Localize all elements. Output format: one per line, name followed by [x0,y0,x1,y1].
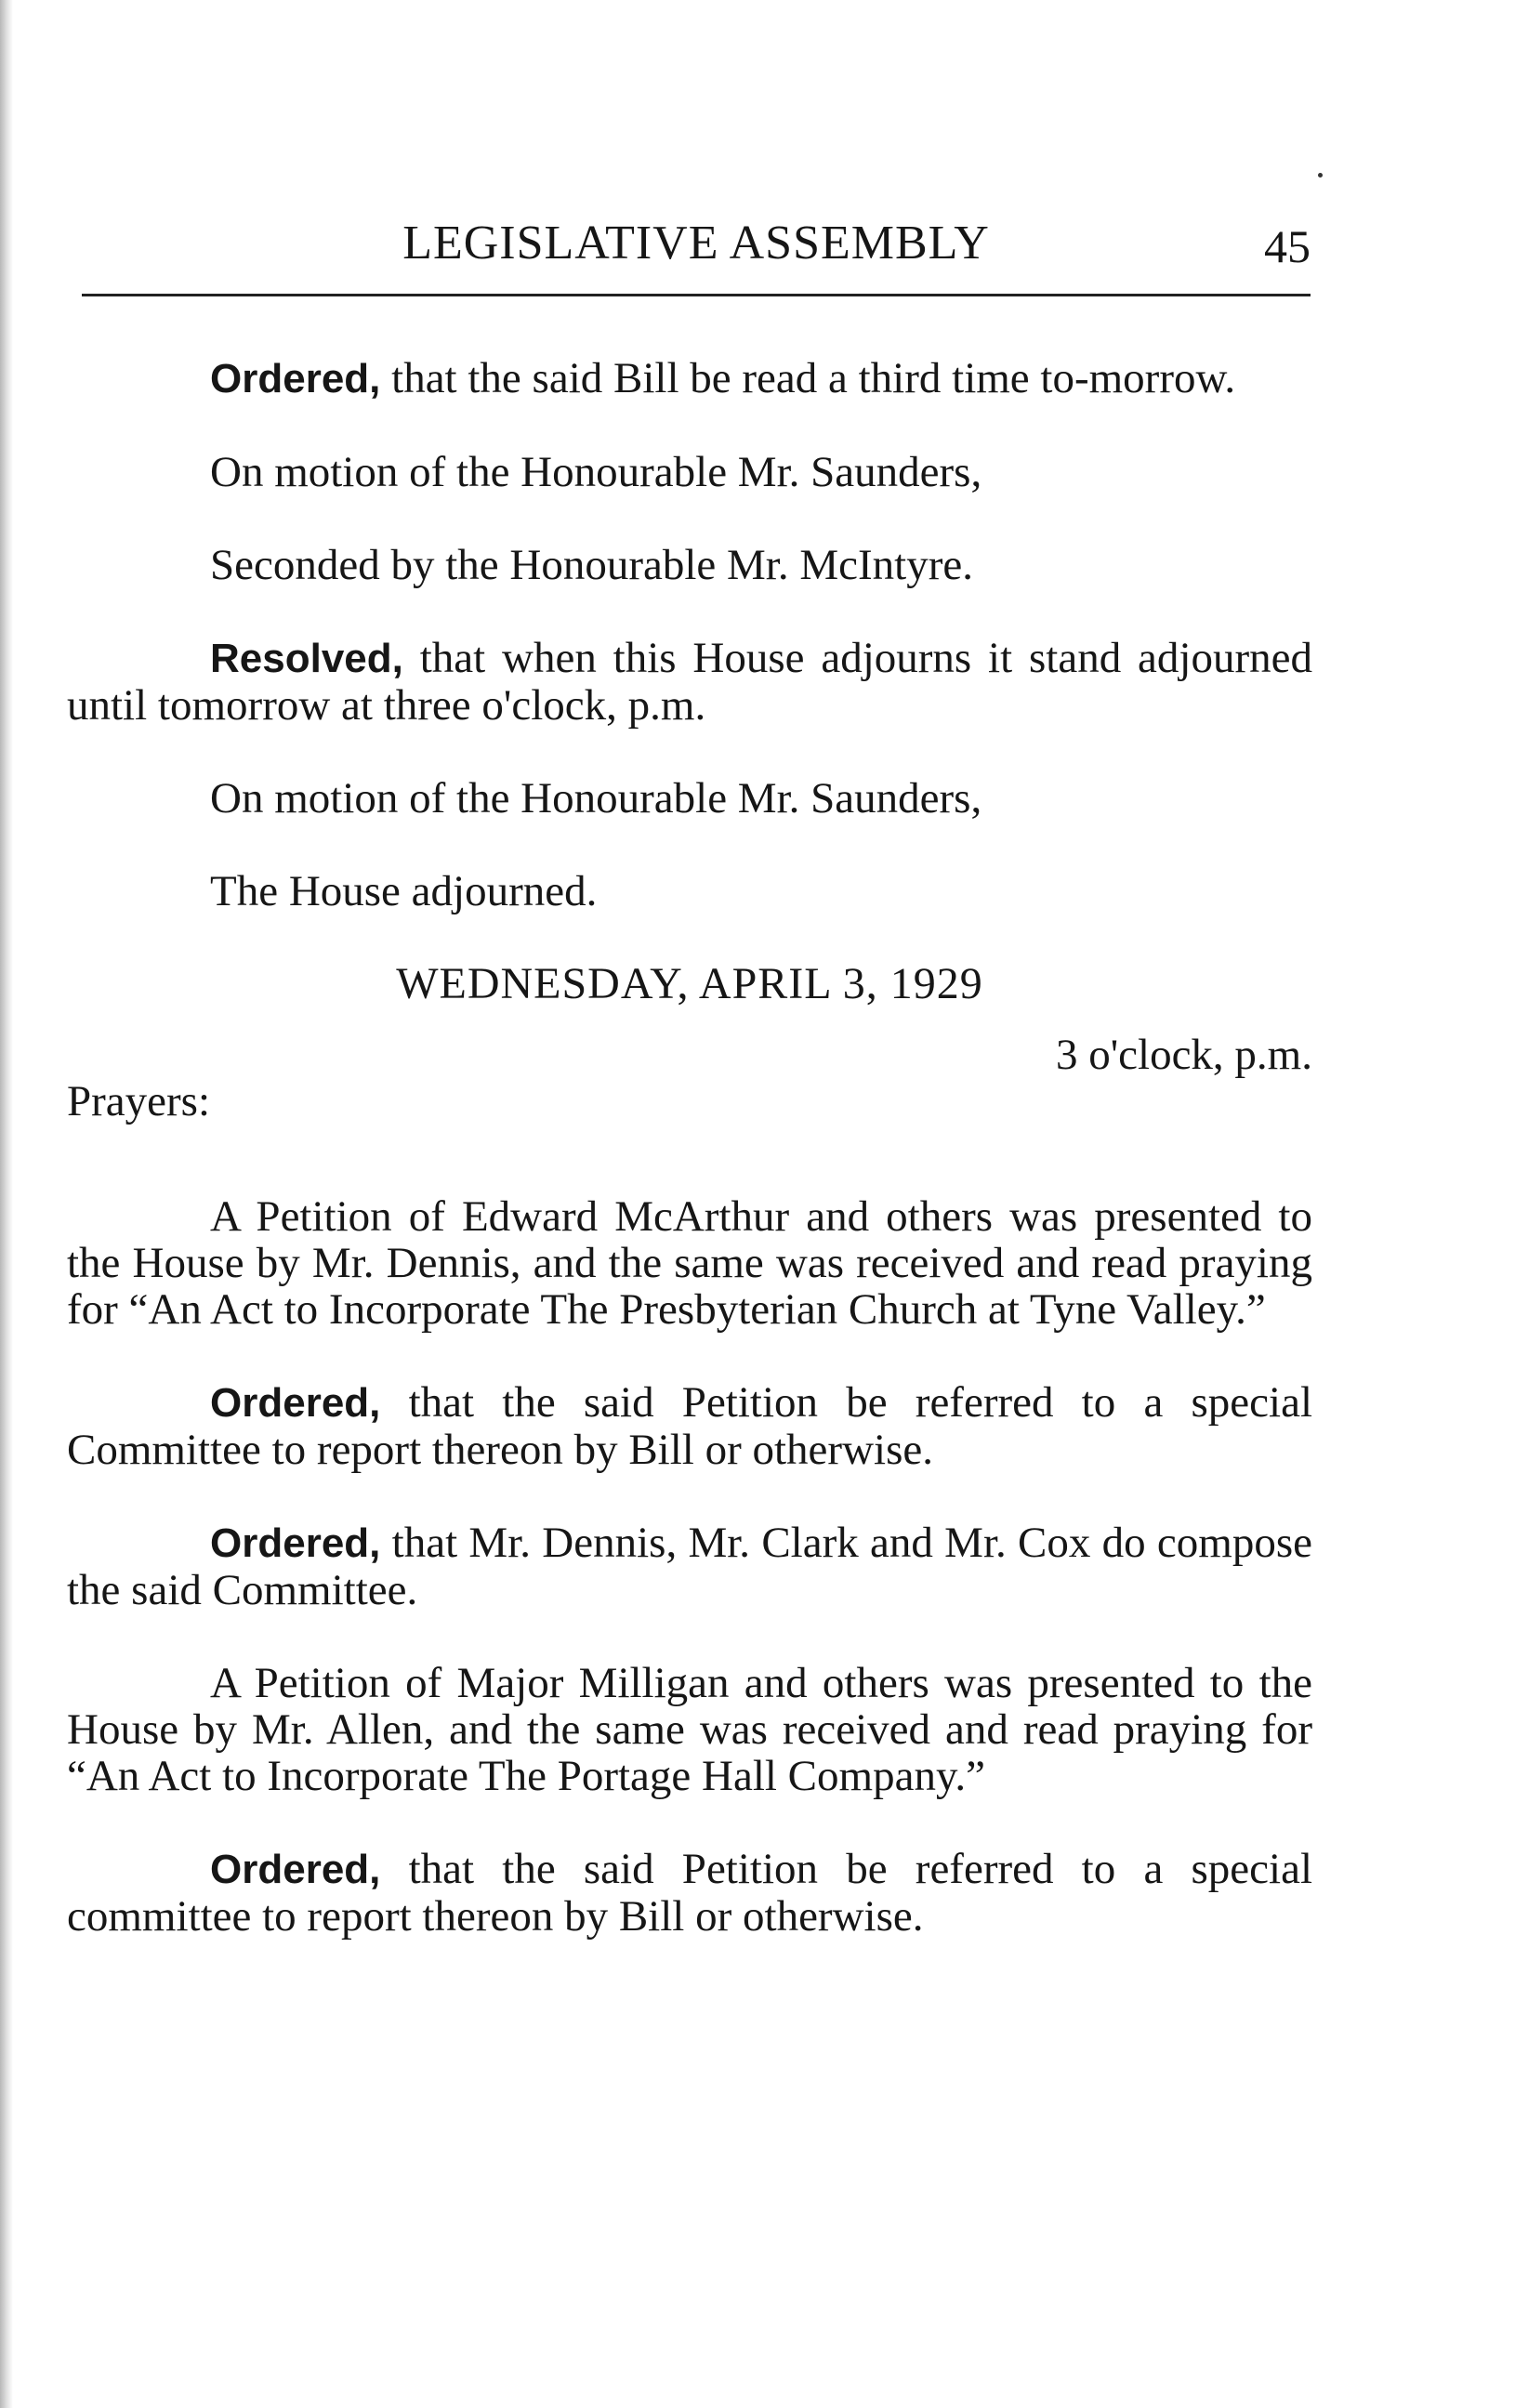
paragraph-text: The House adjourned. [210,867,598,915]
paragraph-text: that the said Petition be referred to a special committee to report thereon by Bill or otherwise. [67,1845,1312,1941]
page-body [67,355,1312,1986]
paragraph-text: that when this House adjourns it stand adjourned until tomorrow at three o'clock, p.m. [67,634,1312,730]
prayers-label: Prayers: [67,1077,211,1125]
paragraph-lead: Ordered, [210,1520,381,1566]
paragraph-text: A Petition of Edward McArthur and others was presented to the House by Mr. Dennis, and the same was received and read praying for “An Act to Incorporate The Presbyterian Church at Tyne Valley.” [67,1192,1312,1334]
paragraph-lead: Resolved, [210,636,403,681]
paragraph-ordered-members [67,1520,1312,1613]
paragraph-house-adjourned [67,868,1312,915]
paragraph-ordered-third-reading [67,355,1312,402]
paragraph-motion-adjourn [67,775,1312,822]
paragraph-lead: Ordered, [210,1847,381,1892]
date-heading: WEDNESDAY, APRIL 3, 1929 [396,959,983,1008]
paragraph-petition-milligan [67,1660,1312,1799]
page-number: 45 [1264,220,1311,272]
paragraph-text: On motion of the Honourable Mr. Saunders, [210,774,982,822]
paragraph-seconded [67,542,1312,588]
sitting-time: 3 o'clock, p.m. [1055,1031,1312,1079]
paragraph-text: that the said Petition be referred to a special Committee to report thereon by Bill or otherwise. [67,1378,1312,1474]
paragraph-ordered-committee [67,1379,1312,1473]
paragraph-petition-mcarthur [67,1193,1312,1333]
paragraph-text: A Petition of Major Milligan and others was presented to the House by Mr. Allen, and the same was received and read praying for “An Act to Incorporate The Portage Hall Company.” [67,1659,1312,1800]
paragraph-text: Seconded by the Honourable Mr. McIntyre. [210,541,973,589]
paragraph-text: that the said Bill be read a third time to-morrow. [380,354,1236,402]
paragraph-lead: Ordered, [210,1380,381,1426]
print-speck [1318,173,1323,178]
paragraph-text: that Mr. Dennis, Mr. Clark and Mr. Cox do compose the said Committee. [67,1519,1312,1614]
header-rule [82,294,1311,296]
running-head: LEGISLATIVE ASSEMBLY [402,217,990,270]
paragraph-lead: Ordered, [210,356,381,401]
paragraph-resolved [67,635,1312,729]
paragraph-motion [67,449,1312,495]
page-edge-shadow [0,0,13,2408]
paragraph-text: On motion of the Honourable Mr. Saunders, [210,448,982,496]
page-header [82,216,1311,281]
paragraph-ordered-special-committee [67,1846,1312,1940]
